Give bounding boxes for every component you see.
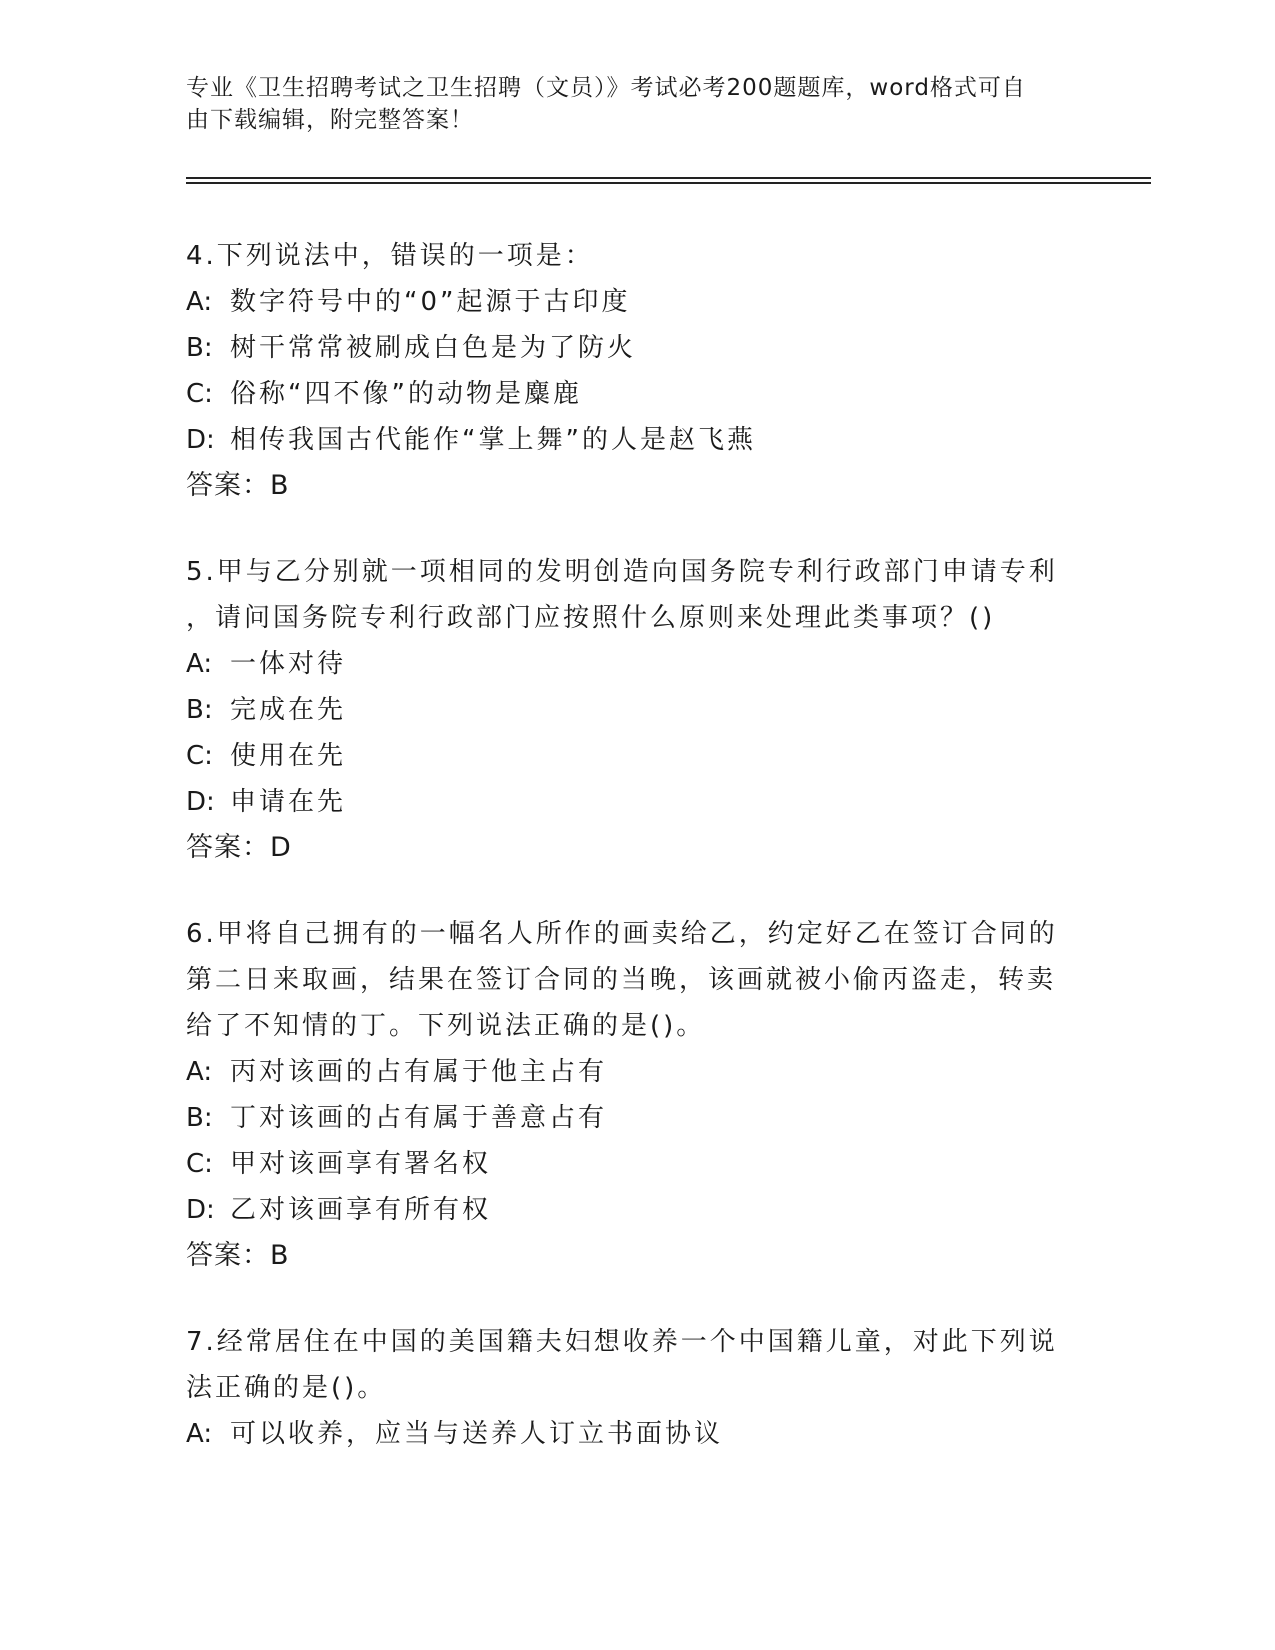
question-list <box>186 233 1066 1497</box>
question-stem: 7.经常居住在中国的美国籍夫妇想收养一个中国籍儿童，对此下列说 <box>186 1327 1058 1357</box>
document-header <box>186 72 1066 136</box>
option-key: C: <box>186 741 213 771</box>
answer-option <box>186 1141 1066 1187</box>
question-block <box>186 233 1066 509</box>
option-text: 使用在先 <box>230 741 347 771</box>
header-title-line-1: 专业《卫生招聘考试之卫生招聘（文员）》考试必考200题题库，word格式可自 <box>186 75 1026 101</box>
question-stem: 4.下列说法中，错误的一项是： <box>186 241 594 271</box>
option-key: B: <box>186 333 213 363</box>
answer-line: 答案：D <box>186 832 292 863</box>
option-text: 乙对该画享有所有权 <box>230 1195 492 1225</box>
option-text: 申请在先 <box>230 787 347 817</box>
option-text: 俗称“四不像”的动物是麋鹿 <box>230 379 582 409</box>
question-block <box>186 911 1066 1279</box>
answer-option <box>186 641 1066 687</box>
answer-option <box>186 1095 1066 1141</box>
question-stem: 给了不知情的丁。下列说法正确的是()。 <box>186 1011 706 1041</box>
option-key: B: <box>186 695 213 725</box>
option-key: C: <box>186 1149 213 1179</box>
option-text: 可以收养，应当与送养人订立书面协议 <box>230 1419 724 1449</box>
answer-option <box>186 779 1066 825</box>
option-key: D: <box>186 425 215 455</box>
option-key: D: <box>186 787 215 817</box>
question-stem: 法正确的是()。 <box>186 1373 387 1403</box>
option-key: D: <box>186 1195 215 1225</box>
question-stem: ，请问国务院专利行政部门应按照什么原则来处理此类事项？() <box>186 603 996 633</box>
answer-option <box>186 417 1066 463</box>
option-text: 一体对待 <box>230 649 347 679</box>
header-divider-top <box>186 177 1151 179</box>
question-stem: 第二日来取画，结果在签订合同的当晚，该画就被小偷丙盗走，转卖 <box>186 965 1057 995</box>
header-divider-bottom <box>186 182 1151 184</box>
option-text: 完成在先 <box>230 695 347 725</box>
option-text: 丁对该画的占有属于善意占有 <box>230 1103 608 1133</box>
answer-option <box>186 1411 1066 1457</box>
option-text: 丙对该画的占有属于他主占有 <box>230 1057 608 1087</box>
answer-line: 答案：B <box>186 470 290 501</box>
answer-option <box>186 279 1066 325</box>
question-block <box>186 549 1066 871</box>
option-key: A: <box>186 649 213 679</box>
option-text: 树干常常被刷成白色是为了防火 <box>230 333 637 363</box>
answer-line: 答案：B <box>186 1240 290 1271</box>
answer-option <box>186 371 1066 417</box>
option-text: 相传我国古代能作“掌上舞”的人是赵飞燕 <box>230 425 756 455</box>
answer-option <box>186 325 1066 371</box>
question-stem: 5.甲与乙分别就一项相同的发明创造向国务院专利行政部门申请专利 <box>186 557 1058 587</box>
option-key: A: <box>186 1419 213 1449</box>
question-block <box>186 1319 1066 1457</box>
option-text: 甲对该画享有署名权 <box>230 1149 492 1179</box>
option-key: A: <box>186 287 213 317</box>
option-key: C: <box>186 379 213 409</box>
answer-option <box>186 1187 1066 1233</box>
header-title-line-2: 由下载编辑，附完整答案！ <box>186 107 474 133</box>
answer-option <box>186 733 1066 779</box>
answer-option <box>186 687 1066 733</box>
answer-option <box>186 1049 1066 1095</box>
option-text: 数字符号中的“0”起源于古印度 <box>230 287 631 317</box>
question-stem: 6.甲将自己拥有的一幅名人所作的画卖给乙，约定好乙在签订合同的 <box>186 919 1058 949</box>
option-key: B: <box>186 1103 213 1133</box>
option-key: A: <box>186 1057 213 1087</box>
